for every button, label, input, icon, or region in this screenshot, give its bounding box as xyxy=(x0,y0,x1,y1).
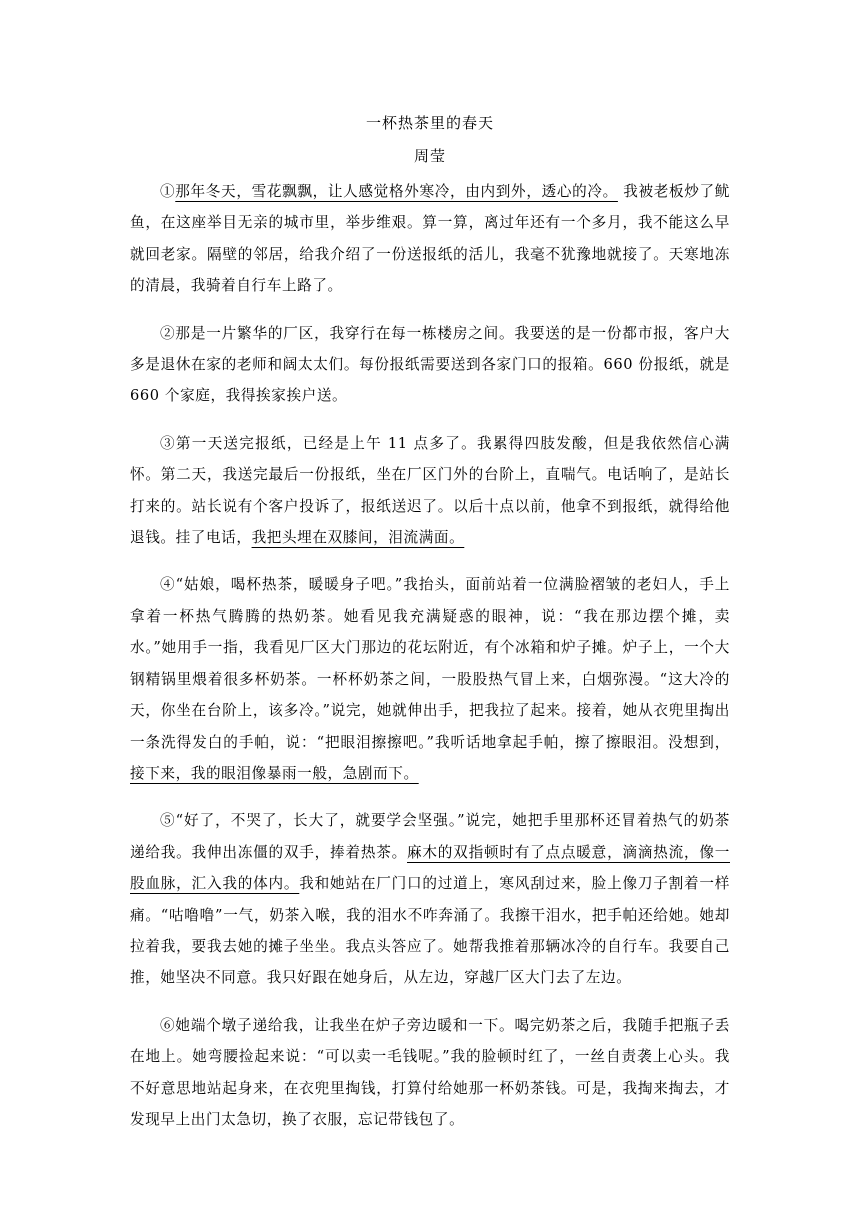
paragraph-text: 我和她站在厂门口的过道上，寒风刮过来，脸上像刀子割着一样痛。“咕噜噜”一气，奶茶入喉，我的泪水不咋奔涌了。我擦干泪水，把手帕还给她。她却拉着我，要我去她的摊子坐坐。我点头答应了。她帮我推着那辆冰冷的自行车。我要自己推，她坚决不同意。我只好跟在她身后，从左边，穿越厂区大门去了左边。 xyxy=(130,875,730,987)
paragraph-3 xyxy=(130,428,730,554)
paragraph-6 xyxy=(130,1010,730,1136)
underlined-sentence: 接下来，我的眼泪像暴雨一般，急剧而下。 xyxy=(130,764,419,782)
paragraph-text: ②那是一片繁华的厂区，我穿行在每一栋楼房之间。我要送的是一份都市报，客户大多是退休在家的老师和阔太太们。每份报纸需要送到各家门口的报箱。660 份报纸，就是 660 个家庭，我得挨家挨户送。 xyxy=(130,324,730,405)
paragraph-text: ④“姑娘，喝杯热茶，暖暖身子吧。”我抬头，面前站着一位满脸褶皱的老妇人，手上拿着一杯热气腾腾的热奶茶。她看见我充满疑惑的眼神，说：“我在那边摆个摊，卖水。”她用手一指，我看见厂区大门那边的花坛附近，有个冰箱和炉子摊。炉子上，一个大钢精锅里煨着很多杯奶茶。一杯杯奶茶之间，一股股热气冒上来，白烟弥漫。“这大冷的天，你坐在台阶上，该多冷。”说完，她就伸出手，把我拉了起来。接着，她从衣兜里掏出一条洗得发白的手帕，说：“把眼泪擦擦吧。”我听话地拿起手帕，擦了擦眼泪。没想到， xyxy=(130,576,730,751)
article-title: 一杯热茶里的春天 xyxy=(365,114,494,132)
paragraph-1 xyxy=(130,176,730,302)
article-body xyxy=(130,176,730,1151)
paragraph-text: ⑥她端个墩子递给我，让我坐在炉子旁边暖和一下。喝完奶茶之后，我随手把瓶子丢在地上。她弯腰捡起来说：“可以卖一毛钱呢。”我的脸顿时红了，一丝自责袭上心头。我不好意思地站起身来，在衣兜里掏钱，打算付给她那一杯奶茶钱。可是，我掏来掏去，才发现早上出门太急切，换了衣服，忘记带钱包了。 xyxy=(130,1016,730,1128)
article-author: 周莹 xyxy=(413,147,446,165)
paragraph-2 xyxy=(130,318,730,412)
paragraph-text: 我被老板炒了鱿鱼，在这座举目无亲的城市里，举步维艰。算一算，离过年还有一个多月，我不能这么早就回老家。隔壁的邻居，给我介绍了一份送报纸的活儿，我毫不犹豫地就接了。天寒地冻的清晨，我骑着自行车上路了。 xyxy=(130,183,730,295)
underlined-sentence: 麻木的双指顿时有了点点暖意，滴滴热流，像一股血脉，汇入我的体内。 xyxy=(130,843,730,893)
underlined-sentence: 那年冬天，雪花飘飘，让人感觉格外寒冷，由内到外，透心的冷。 xyxy=(175,183,618,200)
underlined-sentence: 我把头埋在双膝间，泪流满面。 xyxy=(251,529,465,547)
paragraph-5 xyxy=(130,805,730,993)
paragraph-text: ③第一天送完报纸，已经是上午 11 点多了。我累得四肢发酸，但是我依然信心满怀。第二天，我送完最后一份报纸，坐在厂区门外的台阶上，直喘气。电话响了，是站长打来的。站长说有个客户投诉了，报纸送迟了。以后十点以前，他拿不到报纸，就得给他退钱。挂了电话， xyxy=(130,434,730,547)
paragraph-text: ⑤“好了，不哭了，长大了，就要学会坚强。”说完，她把手里那杯还冒着热气的奶茶递给我。我伸出冻僵的双手，捧着热茶。 xyxy=(130,812,730,861)
paragraph-number: ① xyxy=(160,183,176,200)
paragraph-4 xyxy=(130,569,730,789)
